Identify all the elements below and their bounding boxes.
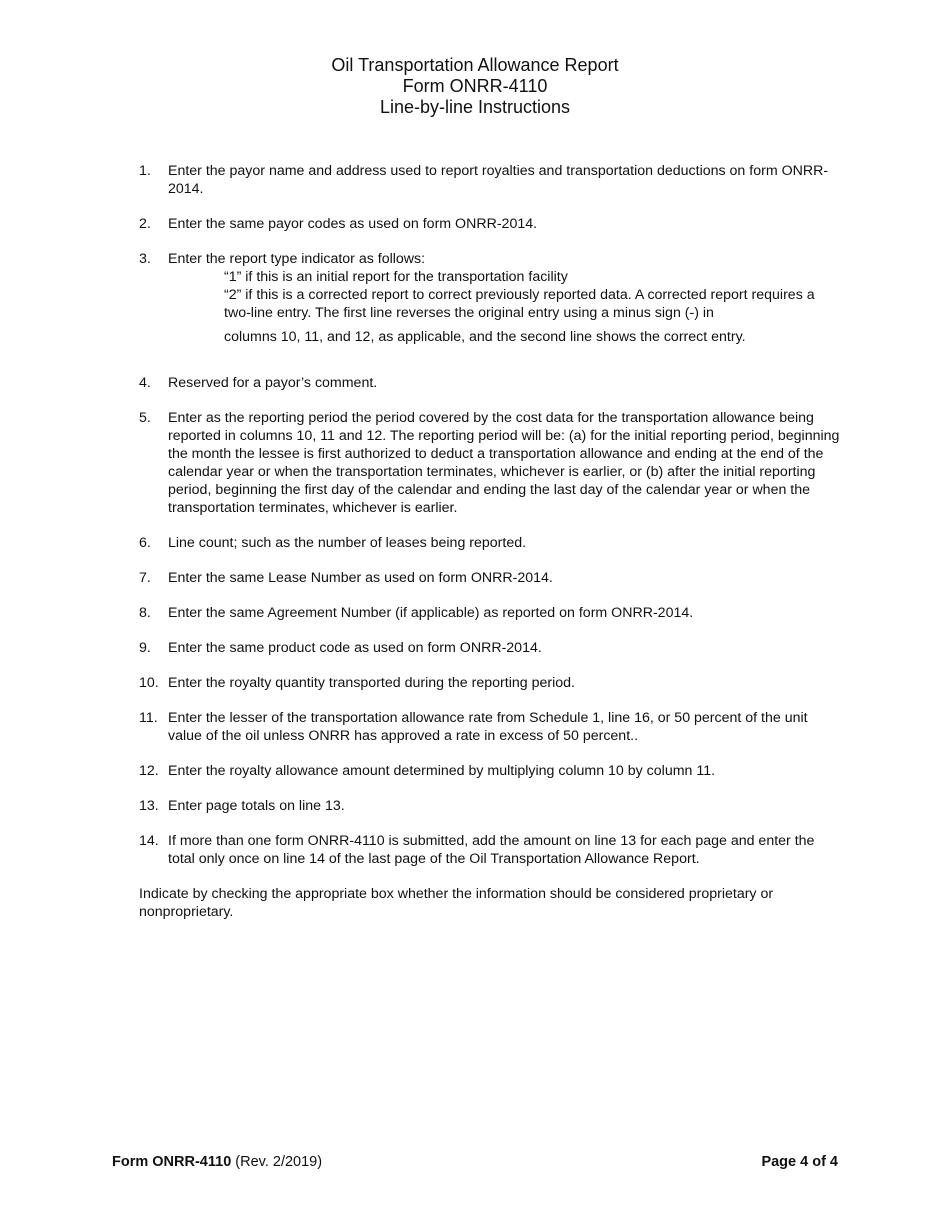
item-number: 13. bbox=[139, 798, 159, 814]
instruction-item-1 bbox=[139, 162, 844, 198]
item-number: 3. bbox=[139, 251, 151, 267]
item-text: Enter the payor name and address used to report royalties and transportation deductions on form ONRR-2014. bbox=[168, 163, 829, 197]
item-text: Enter the lesser of the transportation allowance rate from Schedule 1, line 16, or 50 percent of the unit value of the oil unless ONRR has approved a rate in excess of 50 percent.. bbox=[168, 710, 808, 744]
item-text: If more than one form ONRR-4110 is submitted, add the amount on line 13 for each page and enter the total only once on line 14 of the last page of the Oil Transportation Allowance Report. bbox=[168, 833, 815, 867]
proprietary-note: Indicate by checking the appropriate box whether the information should be considered proprietary or nonproprietary. bbox=[139, 886, 774, 920]
item-number: 4. bbox=[139, 375, 151, 391]
instruction-item-12 bbox=[139, 762, 844, 780]
report-type-option-2-continued: columns 10, 11, and 12, as applicable, and the second line shows the correct entry. bbox=[224, 329, 746, 345]
item-number: 7. bbox=[139, 570, 151, 586]
instruction-item-4 bbox=[139, 374, 844, 392]
instruction-item-6 bbox=[139, 534, 844, 552]
item-text: Enter the royalty quantity transported during the reporting period. bbox=[168, 675, 575, 691]
form-number: Form ONRR-4110 bbox=[402, 76, 548, 96]
instruction-item-14 bbox=[139, 832, 844, 868]
item-number: 5. bbox=[139, 410, 151, 426]
instruction-item-7 bbox=[139, 569, 844, 587]
item-text: Enter the same Lease Number as used on form ONRR-2014. bbox=[168, 570, 553, 586]
document-subtitle: Line-by-line Instructions bbox=[379, 97, 571, 117]
instruction-item-9 bbox=[139, 639, 844, 657]
page-number: Page 4 of 4 bbox=[761, 1154, 838, 1170]
item-number: 1. bbox=[139, 163, 151, 179]
instruction-item-10 bbox=[139, 674, 844, 692]
page-footer bbox=[112, 1153, 838, 1171]
instructions-list bbox=[139, 162, 844, 921]
item-number: 10. bbox=[139, 675, 159, 691]
footer-form-number: Form ONRR-4110 bbox=[112, 1154, 232, 1170]
item-text: Enter the same payor codes as used on form ONRR-2014. bbox=[168, 216, 538, 232]
instruction-item-3 bbox=[139, 250, 844, 348]
item-number: 11. bbox=[139, 710, 158, 726]
footer-form-revision: (Rev. 2/2019) bbox=[231, 1154, 323, 1170]
document-title: Oil Transportation Allowance Report bbox=[331, 55, 619, 75]
item-text: Enter the same product code as used on form ONRR-2014. bbox=[168, 640, 542, 656]
item-text: Line count; such as the number of leases being reported. bbox=[168, 535, 527, 551]
item-number: 14. bbox=[139, 833, 159, 849]
item-text: Enter the same Agreement Number (if applicable) as reported on form ONRR-2014. bbox=[168, 605, 694, 621]
item-text: Enter page totals on line 13. bbox=[168, 798, 345, 814]
item-number: 6. bbox=[139, 535, 151, 551]
instruction-item-11 bbox=[139, 709, 844, 745]
item-number: 9. bbox=[139, 640, 151, 656]
item-text: Enter as the reporting period the period covered by the cost data for the transportation allowance being reported in columns 10, 11 and 12. The reporting period will be: (a) for the initial reporting period, beginning the month the lessee is first authorized to deduct a transportation allowance and ending at the end of the calendar year or when the transportation terminates, whichever is earlier, or (b) after the initial reporting period, beginning the first day of the calendar and ending the last day of the calendar year or when the transportation terminates, whichever is earlier. bbox=[168, 410, 840, 516]
instruction-item-5 bbox=[139, 409, 844, 517]
item-number: 2. bbox=[139, 216, 151, 232]
item-text: Enter the royalty allowance amount determined by multiplying column 10 by column 11. bbox=[168, 763, 716, 779]
instruction-item-2 bbox=[139, 215, 844, 233]
item-number: 12. bbox=[139, 763, 159, 779]
instruction-item-8 bbox=[139, 604, 844, 622]
item-text: Enter the report type indicator as follows: bbox=[168, 251, 426, 267]
page-header bbox=[0, 55, 950, 118]
report-type-option-1: “1” if this is an initial report for the transportation facility bbox=[224, 269, 568, 285]
item-text: Reserved for a payor’s comment. bbox=[168, 375, 378, 391]
instruction-item-13 bbox=[139, 797, 844, 815]
report-type-option-2: “2” if this is a corrected report to correct previously reported data. A corrected report requires a two-line entry. The first line reverses the original entry using a minus sign (-) in bbox=[224, 287, 815, 321]
item-number: 8. bbox=[139, 605, 151, 621]
footer-form-info bbox=[112, 1153, 322, 1171]
